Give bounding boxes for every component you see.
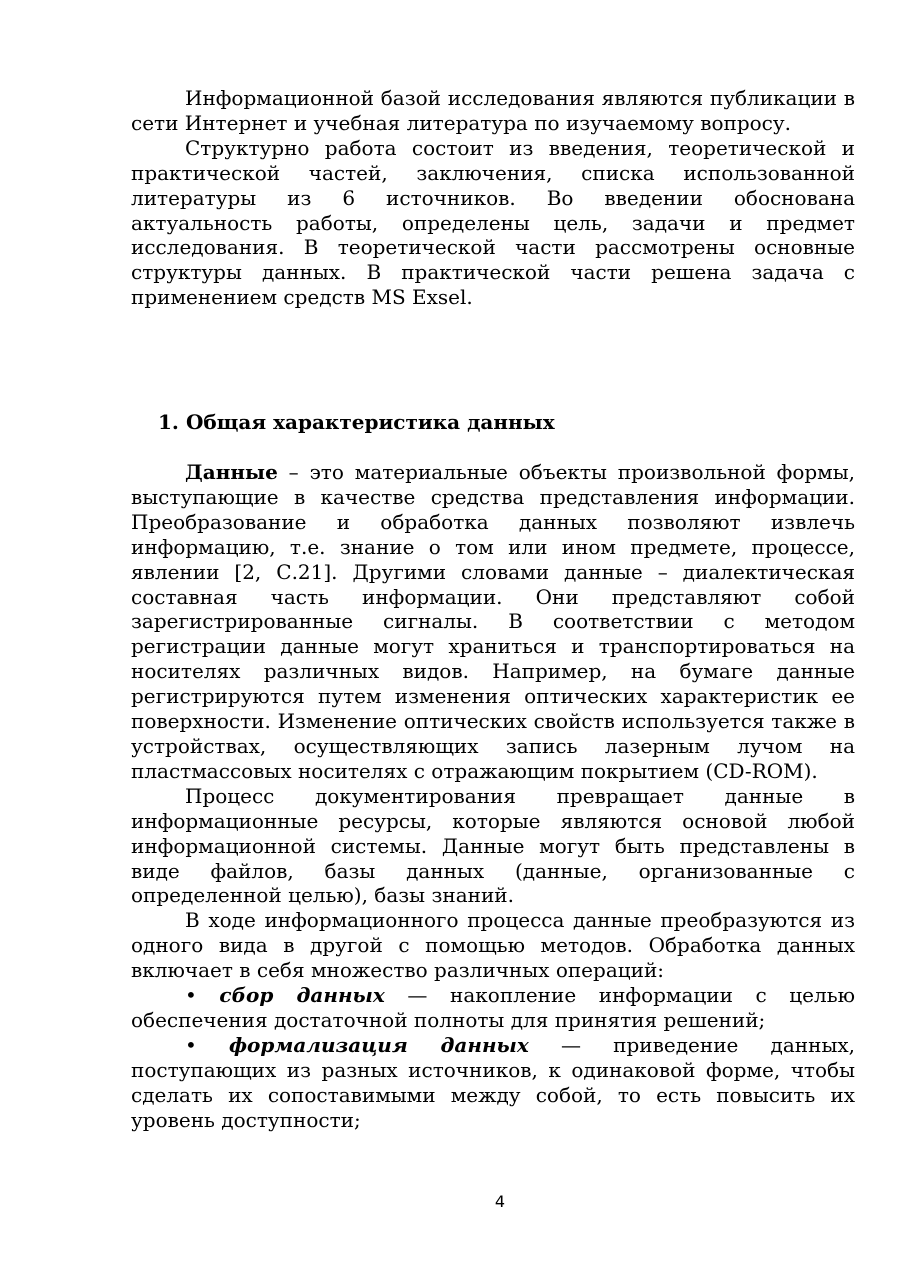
body-paragraph-1 xyxy=(131,460,855,784)
intro-paragraph-2: Структурно работа состоит из введения, теоретической и практической частей, заключения, списка использованной литературы из 6 источников. Во введении обоснована актуальность работы, определены цель, задачи и предмет исследования. В теоретической части рассмотрены основные структуры данных. В практической части решена задача с применением средств MS Exsel. xyxy=(131,135,855,310)
body-paragraph-2: Процесс документирования превращает данные в информационные ресурсы, которые являются основой любой информационной системы. Данные могут быть представлены в виде файлов, базы данных (данные, организованные с определенной целью), базы знаний. xyxy=(131,783,855,908)
section-title: Общая характеристика данных xyxy=(186,410,555,434)
section-number: 1. xyxy=(158,410,179,434)
section-body xyxy=(131,460,855,1132)
body-paragraph-3: В ходе информационного процесса данные преобразуются из одного вида в другой с помощью методов. Обработка данных включает в себя множество различных операций: xyxy=(131,908,855,983)
bullet-term: сбор данных xyxy=(219,983,385,1008)
bullet-text: — приведение данных, поступающих из разных источников, к одинаковой форме, чтобы сделать их сопоставимыми между собой, то есть повысить их уровень доступности; xyxy=(131,1032,856,1132)
page-number: 4 xyxy=(494,1192,506,1211)
section-heading xyxy=(158,408,555,436)
bullet-marker: • xyxy=(185,1032,229,1057)
bullet-term: формализация данных xyxy=(228,1032,529,1057)
bullet-item xyxy=(131,1033,855,1133)
intro-block xyxy=(131,86,855,310)
bullet-text: — накопление информации с целью обеспечения достаточной полноты для принятия решений; xyxy=(131,983,856,1032)
intro-paragraph-1: Информационной базой исследования являются публикации в сети Интернет и учебная литература по изучаемому вопросу. xyxy=(131,86,855,135)
term-data: Данные xyxy=(185,460,278,484)
body-paragraph-1-text: – это материальные объекты произвольной формы, выступающие в качестве средства представления информации. Преобразование и обработка данных позволяют извлечь информацию, т.е. знание о том или ином предмете, процессе, явлении [2, С.21]. Другими словами данные – диалектическая составная часть информации. Они представляют собой зарегистрированные сигналы. В соответствии с методом регистрации данные могут храниться и транспортироваться на носителях различных видов. Например, на бумаге данные регистрируются путем изменения оптических характеристик ее поверхности. Изменение оптических свойств используется также в устройствах, осуществляющих запись лазерным лучом на пластмассовых носителях с отражающим покрытием (CD-ROM). xyxy=(131,460,855,783)
bullet-marker: • xyxy=(185,983,220,1008)
bullet-item xyxy=(131,983,855,1033)
